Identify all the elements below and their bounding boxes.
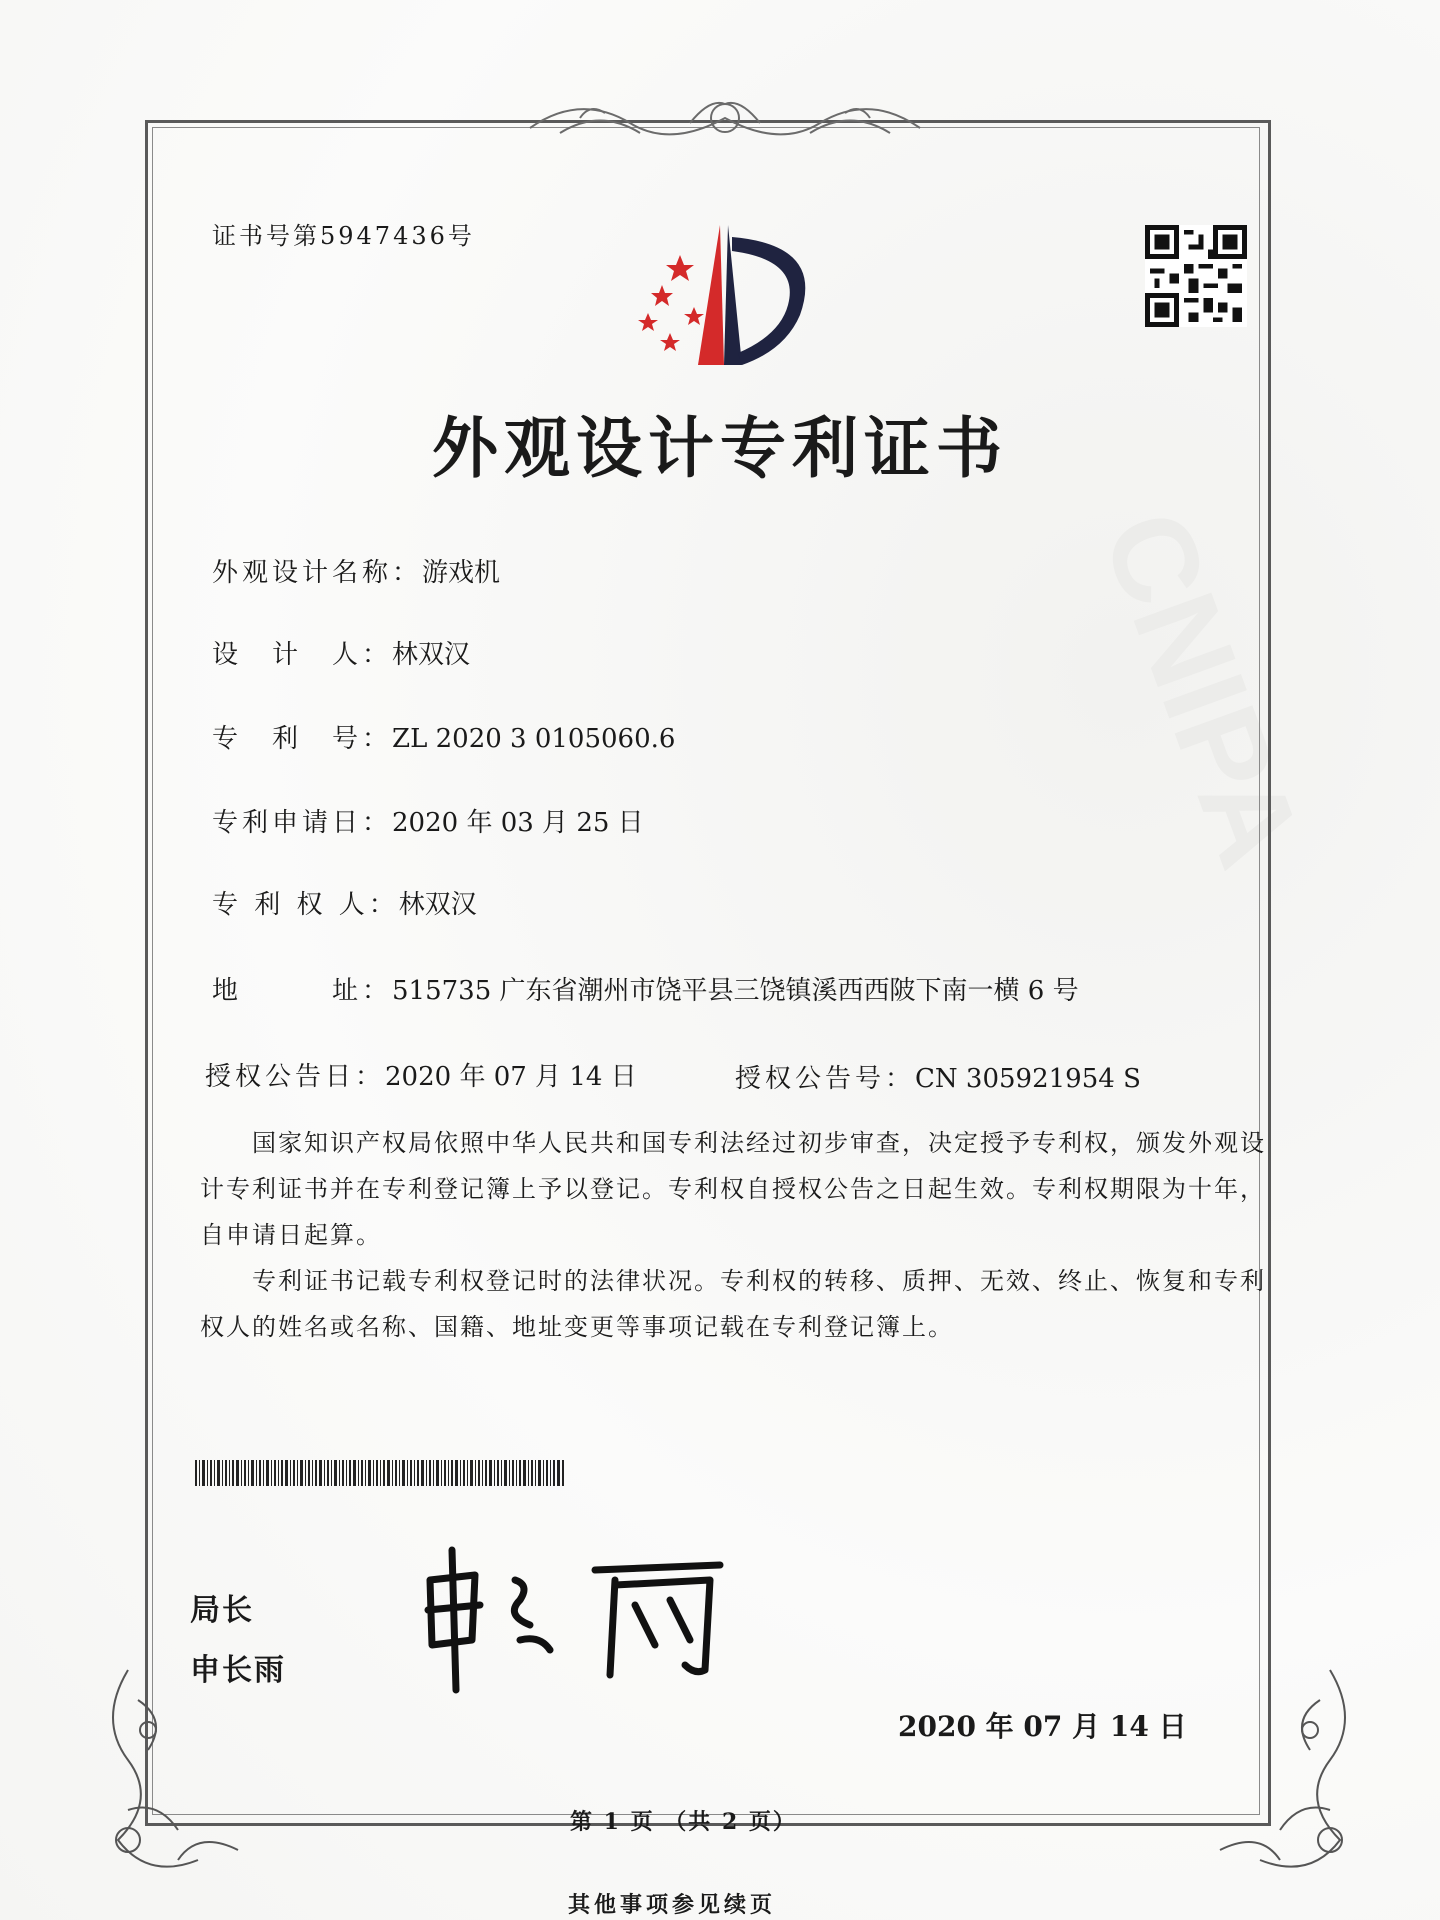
cnipa-emblem-icon (620, 215, 830, 375)
filing-date-label: 专利申请日： (212, 808, 393, 838)
sign-date: 2020 年 07 月 14 日 (898, 1710, 1187, 1743)
body-paragraph-1: 国家知识产权局依照中华人民共和国专利法经过初步审查，决定授予专利权，颁发外观设计专利证书并在专利登记簿上予以登记。专利权自授权公告之日起生效。专利权期限为十年，自申请日起算。 (200, 1129, 1266, 1249)
designer-value: 林双汉 (392, 640, 471, 670)
director-signature-icon (420, 1545, 740, 1695)
director-title: 局长 (190, 1593, 254, 1628)
certificate-body (200, 1120, 1270, 1350)
barcode-icon (195, 1460, 565, 1486)
page-indicator: 第 1 页 （共 2 页） (570, 1809, 797, 1835)
patent-number-value: ZL 2020 3 0105060.6 (392, 724, 676, 754)
filing-date-row (212, 802, 644, 839)
grant-date-row (205, 1056, 637, 1093)
address-value: 515735 广东省潮州市饶平县三饶镇溪西西陂下南一横 6 号 (392, 976, 1079, 1006)
qr-code-icon (1145, 225, 1247, 327)
footer-note: 其他事项参见续页 (568, 1892, 777, 1918)
patent-number-row (212, 718, 675, 755)
grant-number-label: 授权公告号： (735, 1064, 916, 1094)
address-row (212, 970, 1079, 1007)
patentee-value: 林双汉 (398, 890, 477, 920)
grant-number-row (735, 1058, 1141, 1095)
grant-date-value: 2020 年 07 月 14 日 (385, 1062, 637, 1092)
body-paragraph-2: 专利证书记载专利权登记时的法律状况。专利权的转移、质押、无效、终止、恢复和专利权人的姓名或名称、国籍、地址变更等事项记载在专利登记簿上。 (200, 1267, 1266, 1341)
patentee-row (212, 884, 477, 921)
address-label: 地 址： (212, 976, 393, 1006)
bottom-right-ornament-icon (1170, 1660, 1370, 1890)
certificate-title: 外观设计专利证书 (432, 409, 1008, 487)
filing-date-value: 2020 年 03 月 25 日 (392, 808, 644, 838)
watermark-text: CNIPA (1076, 494, 1328, 884)
director-name: 申长雨 (190, 1653, 286, 1688)
design-name-row (212, 552, 500, 589)
bottom-left-ornament-icon (88, 1660, 288, 1890)
grant-date-label: 授权公告日： (205, 1062, 386, 1092)
designer-label: 设 计 人： (212, 640, 393, 670)
designer-row (212, 634, 470, 671)
design-name-value: 游戏机 (422, 558, 501, 588)
patentee-label: 专 利 权 人： (212, 890, 399, 920)
top-ornament-icon (520, 88, 930, 158)
design-name-label: 外观设计名称： (212, 558, 423, 588)
grant-number-value: CN 305921954 S (915, 1064, 1141, 1094)
certificate-number: 证书号第5947436号 (212, 222, 475, 250)
patent-number-label: 专 利 号： (212, 724, 393, 754)
